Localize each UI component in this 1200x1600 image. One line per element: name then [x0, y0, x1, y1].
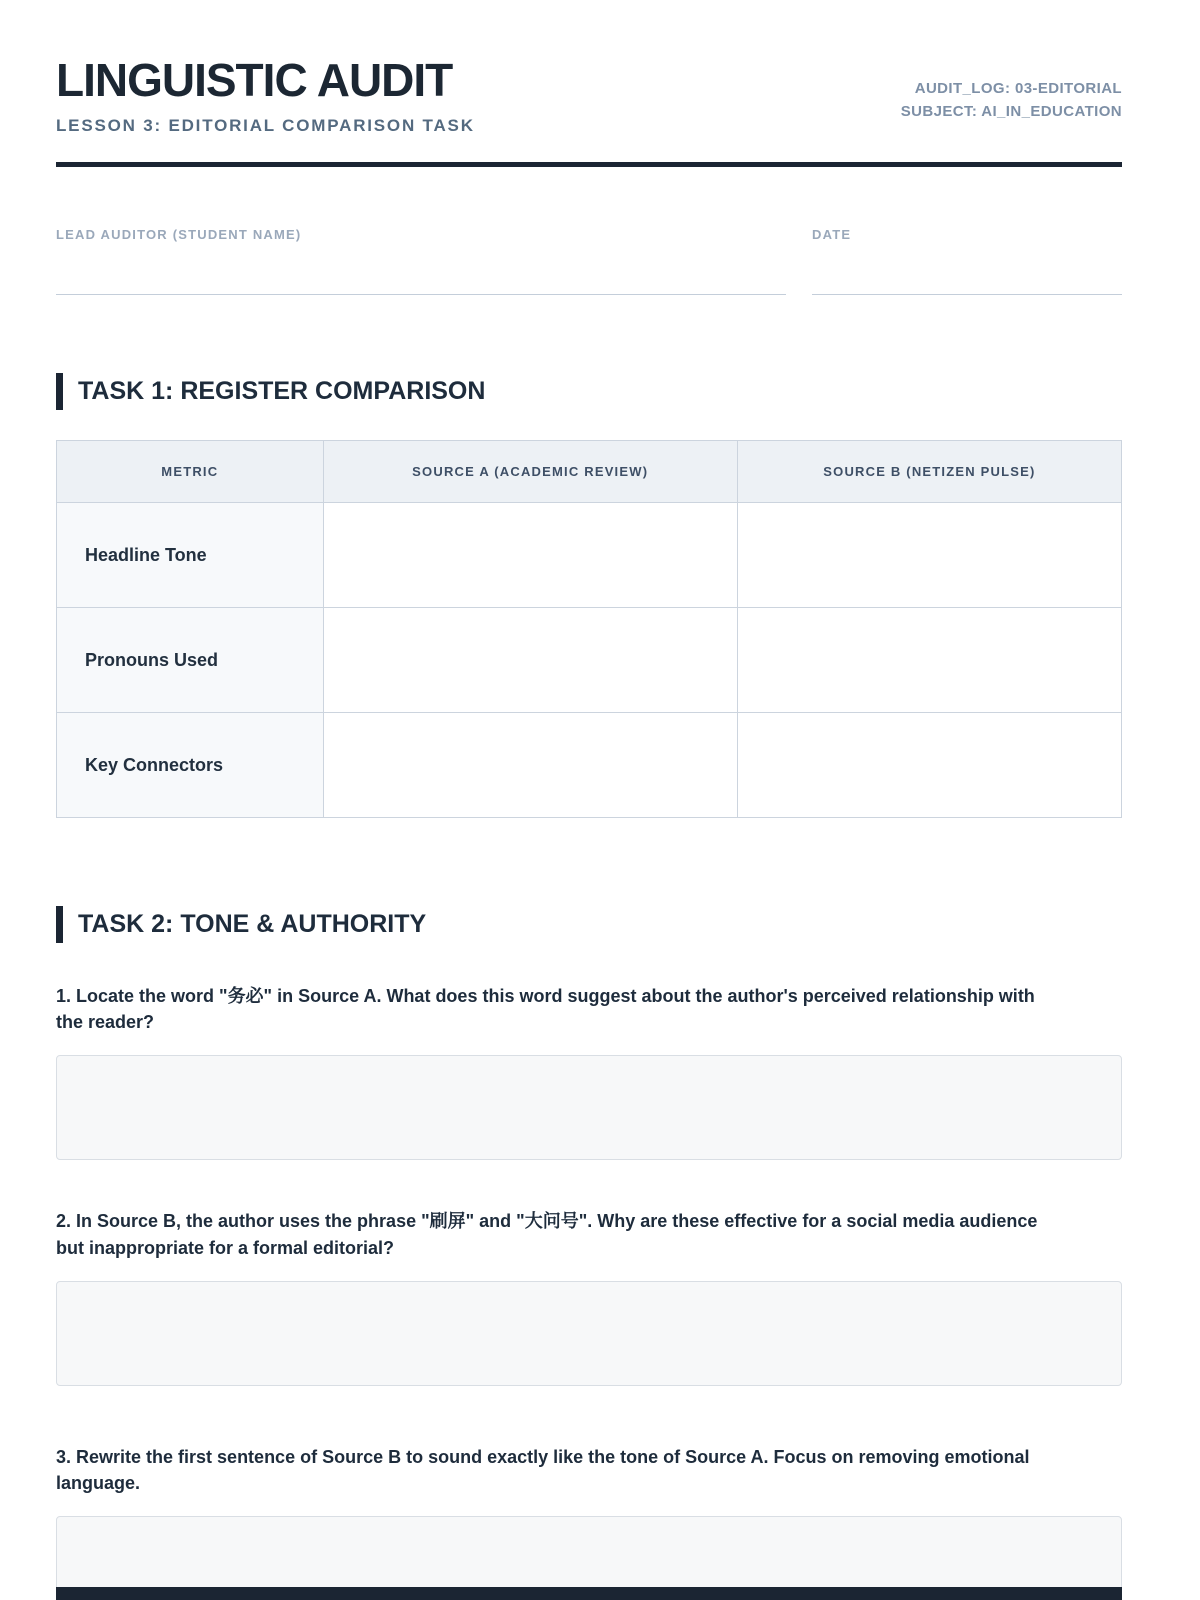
answer-cell-headline-tone-a[interactable] — [323, 503, 737, 608]
page-subtitle: LESSON 3: EDITORIAL COMPARISON TASK — [56, 116, 475, 136]
page-title: LINGUISTIC AUDIT — [56, 54, 453, 106]
task2-title — [56, 906, 1122, 943]
header-meta — [901, 56, 1122, 123]
date-label: DATE — [812, 227, 852, 243]
table-row — [57, 713, 1122, 818]
answer-cell-headline-tone-b[interactable] — [737, 503, 1121, 608]
footer-divider — [56, 1587, 1122, 1600]
answer-cell-connectors-b[interactable] — [737, 713, 1121, 818]
question-3: 3. Rewrite the first sentence of Source B to sound exactly like the tone of Source A. Focus on removing emotional language. — [56, 1446, 1030, 1493]
student-name-input[interactable] — [56, 294, 786, 295]
row-label-key-connectors: Key Connectors — [57, 713, 324, 818]
task2-title-text: TASK 2: TONE & AUTHORITY — [78, 910, 427, 939]
date-field — [812, 227, 1122, 295]
question-1: 1. Locate the word "务必" in Source A. What does this word suggest about the author's perceived relationship with the reader? — [56, 986, 1035, 1033]
table-header-row — [57, 441, 1122, 503]
row-label-pronouns-used: Pronouns Used — [57, 608, 324, 713]
audit-log-label: AUDIT_LOG: 03-EDITORIAL — [914, 80, 1122, 97]
section-accent-bar — [56, 906, 63, 943]
question-2: 2. In Source B, the author uses the phrase "刷屏" and "大问号". Why are these effective for a social media audience but inappropriate for a formal editorial? — [56, 1211, 1038, 1258]
task1-section — [56, 373, 1122, 818]
student-name-field — [56, 227, 786, 295]
task2-section — [56, 906, 1122, 1600]
date-input[interactable] — [812, 294, 1122, 295]
header-left — [56, 56, 475, 136]
task1-title — [56, 373, 1122, 410]
column-header-source-b: SOURCE B (NETIZEN PULSE) — [737, 441, 1121, 503]
column-header-source-a: SOURCE A (ACADEMIC REVIEW) — [323, 441, 737, 503]
column-header-metric: METRIC — [57, 441, 324, 503]
table-row — [57, 503, 1122, 608]
answer-cell-connectors-a[interactable] — [323, 713, 737, 818]
subject-label: SUBJECT: AI_IN_EDUCATION — [900, 102, 1122, 120]
header-divider — [56, 162, 1122, 167]
section-accent-bar — [56, 373, 63, 410]
student-name-label: LEAD AUDITOR (STUDENT NAME) — [56, 227, 302, 243]
answer-box-q2[interactable] — [56, 1281, 1122, 1386]
header — [56, 56, 1122, 136]
register-comparison-table — [56, 440, 1122, 818]
answer-cell-pronouns-a[interactable] — [323, 608, 737, 713]
task1-title-text: TASK 1: REGISTER COMPARISON — [78, 377, 486, 406]
row-label-headline-tone: Headline Tone — [57, 503, 324, 608]
answer-box-q1[interactable] — [56, 1055, 1122, 1160]
identity-fields — [56, 227, 1122, 295]
table-row — [57, 608, 1122, 713]
answer-cell-pronouns-b[interactable] — [737, 608, 1121, 713]
